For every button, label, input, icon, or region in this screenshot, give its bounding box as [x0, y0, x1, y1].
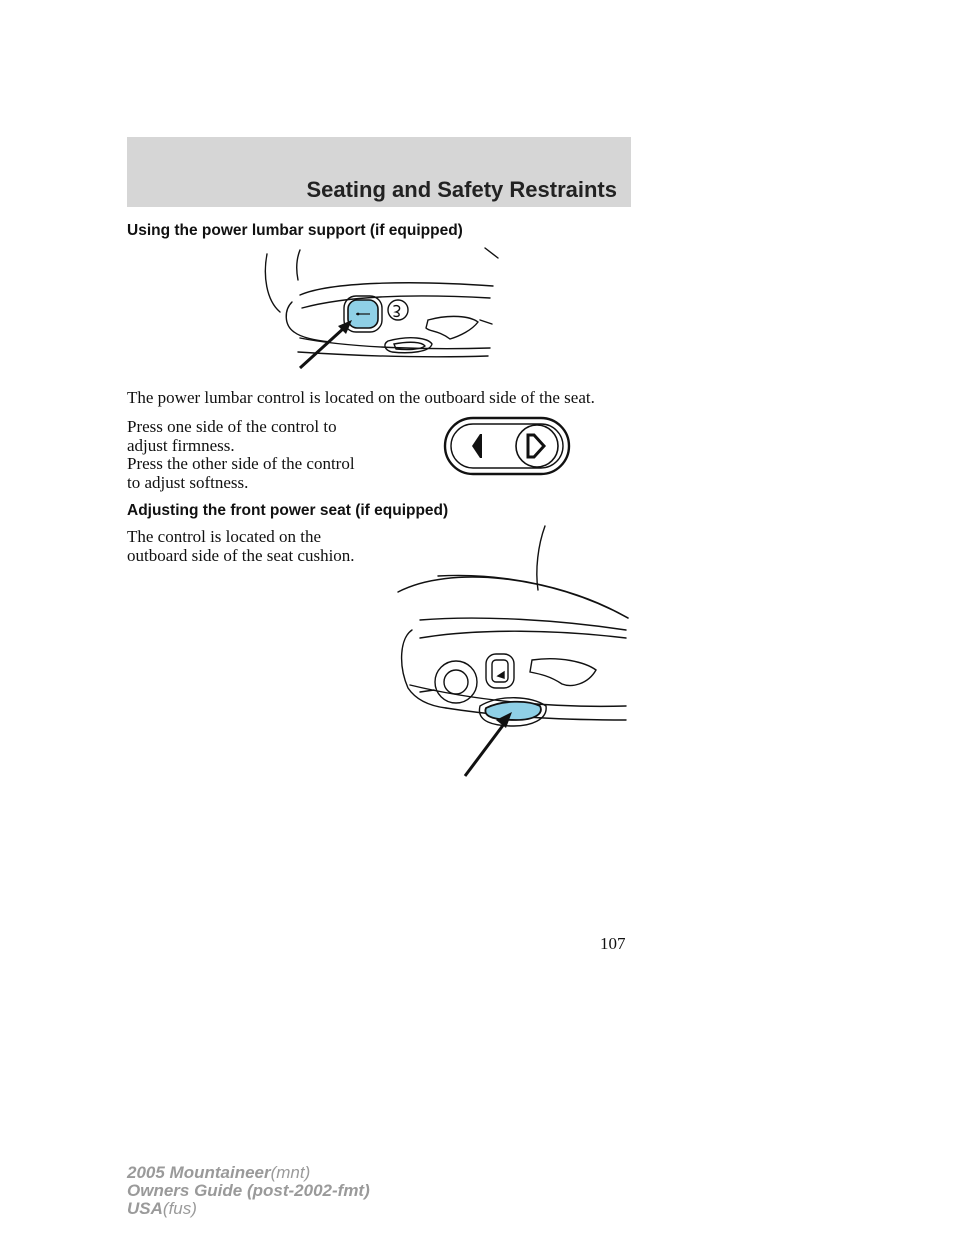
power-seat-text-line2: outboard side of the seat cushion.: [127, 546, 355, 565]
document-footer: [127, 1164, 370, 1218]
footer-model: 2005 Mountaineer: [127, 1163, 271, 1182]
chapter-title: Seating and Safety Restraints: [306, 177, 617, 202]
firmness-text: [127, 417, 337, 455]
lumbar-control-illustration: [260, 240, 520, 390]
firmness-text-line1: Press one side of the control to: [127, 417, 337, 436]
footer-market-code: (fus): [162, 1199, 197, 1218]
chapter-header-band: [127, 137, 631, 207]
page-number: 107: [600, 934, 626, 953]
footer-line3: [127, 1200, 370, 1218]
section-heading-lumbar: Using the power lumbar support (if equipped): [127, 222, 463, 239]
footer-line1: [127, 1164, 370, 1182]
footer-line2: [127, 1182, 370, 1200]
footer-guide: Owners Guide (post-2002-fmt): [127, 1181, 370, 1200]
section-heading-power-seat: Adjusting the front power seat (if equipped): [127, 502, 449, 519]
footer-market: USA: [127, 1199, 163, 1218]
softness-text: [127, 454, 355, 492]
softness-text-line2: to adjust softness.: [127, 473, 249, 492]
power-seat-location-text: [127, 527, 355, 565]
lumbar-switch-closeup: [442, 415, 572, 477]
power-seat-text-line1: The control is located on the: [127, 527, 322, 546]
softness-text-line1: Press the other side of the control: [127, 454, 355, 473]
footer-model-code: (mnt): [270, 1163, 311, 1182]
lumbar-location-text: The power lumbar control is located on the outboard side of the seat.: [127, 388, 595, 407]
firmness-text-line2: adjust firmness.: [127, 436, 235, 455]
power-seat-control-illustration: [390, 520, 635, 785]
